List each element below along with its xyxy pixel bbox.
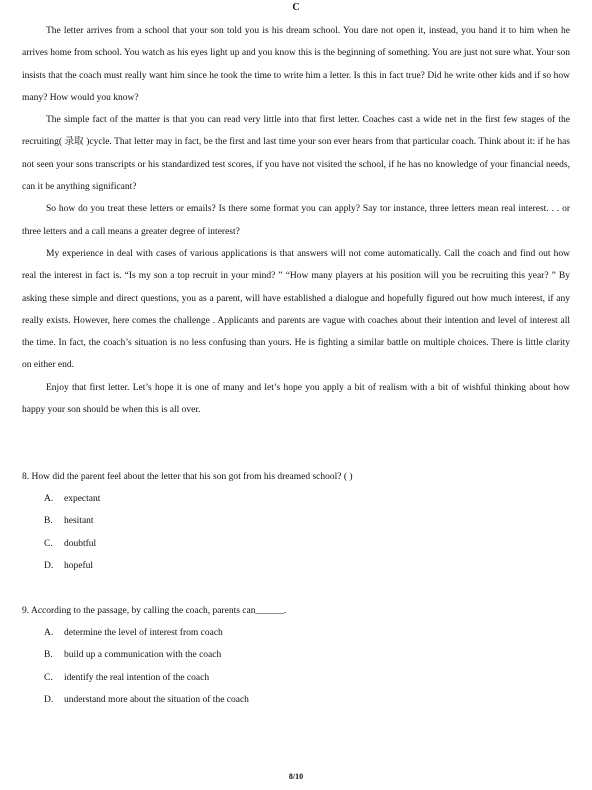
option-c xyxy=(22,533,570,555)
option-a xyxy=(22,622,570,644)
option-b xyxy=(22,510,570,532)
option-d xyxy=(22,555,570,577)
option-letter: C. xyxy=(44,672,53,683)
section-label: C xyxy=(292,2,300,13)
option-letter: C. xyxy=(44,538,53,549)
option-letter: A. xyxy=(44,628,54,638)
option-list xyxy=(22,622,570,711)
question-9 xyxy=(22,600,570,711)
option-text: understand more about the situation of the coach xyxy=(64,694,249,705)
passage-paragraph: So how do you treat these letters or emails? Is there some format you can apply? Say tor instance, three letters mean real interest. . . or three letters and a call means a greater degree of interest? xyxy=(22,204,570,237)
option-text: hesitant xyxy=(64,516,94,527)
option-text: expectant xyxy=(64,494,101,504)
passage-paragraph: My experience in deal with cases of various applications is that answers will not come automatically. Call the coach and find out how real the interest in fact is. “Is my son a top recruit in your mind? ” “How many players at his position will you be recruiting this year? ” By asking these simple and direct questions, you as a parent, will have established a dialogue and hopefully figured out how much interest, if any really exists. However, here comes the challenge . Applicants and parents are vague with coaches about their intention and level of interest all the time. In fact, the coach’s situation is no less confusing than yours. He is fighting a similar battle on multiple choices. There is little clarity on either end. xyxy=(22,248,570,371)
page-number: 8/10 xyxy=(288,772,304,781)
option-c xyxy=(22,667,570,689)
option-letter: D. xyxy=(44,694,54,705)
option-b xyxy=(22,644,570,666)
passage-paragraph: The simple fact of the matter is that you can read very little into that first letter. Coaches cast a wide net in the first few stages of the recruiting( 录取 )cycle. That letter may in fact, be the first and last time your son ever hears from that particular coach. Think about it: if he has not seen your sons transcripts or his standardized test scores, if you have not visited the school, if he has no knowledge of your financial needs, can it be anything significant? xyxy=(22,115,570,193)
option-d xyxy=(22,689,570,711)
option-text: identify the real intention of the coach xyxy=(64,672,210,683)
option-letter: B. xyxy=(44,650,53,661)
reading-passage xyxy=(22,20,570,421)
option-text: hopeful xyxy=(64,560,94,571)
option-letter: D. xyxy=(44,560,54,571)
option-letter: A. xyxy=(44,494,54,504)
option-text: determine the level of interest from coach xyxy=(64,628,223,638)
option-list xyxy=(22,488,570,577)
option-a xyxy=(22,488,570,510)
question-8 xyxy=(22,466,570,577)
passage-paragraph: Enjoy that first letter. Let’s hope it is one of many and let’s hope you apply a bit of realism with a bit of wishful thinking about how happy your son should be when this is all over. xyxy=(22,382,570,416)
question-stem: 9. According to the passage, by calling the coach, parents can______. xyxy=(22,606,287,616)
option-letter: B. xyxy=(44,516,53,527)
option-text: build up a communication with the coach xyxy=(64,650,222,661)
option-text: doubtful xyxy=(64,538,97,549)
passage-paragraph: The letter arrives from a school that your son told you is his dream school. You dare not open it, instead, you hand it to him when he arrives home from school. You watch as his eyes light up and you know this is the beginning of something. You are just not sure what. Your son insists that the coach must really want him since he took the time to write him a letter. Is this in fact true? Did he write other kids and if so how many? How would you know? xyxy=(22,26,570,103)
question-stem: 8. How did the parent feel about the letter that his son got from his dreamed school? ( ) xyxy=(22,472,353,482)
